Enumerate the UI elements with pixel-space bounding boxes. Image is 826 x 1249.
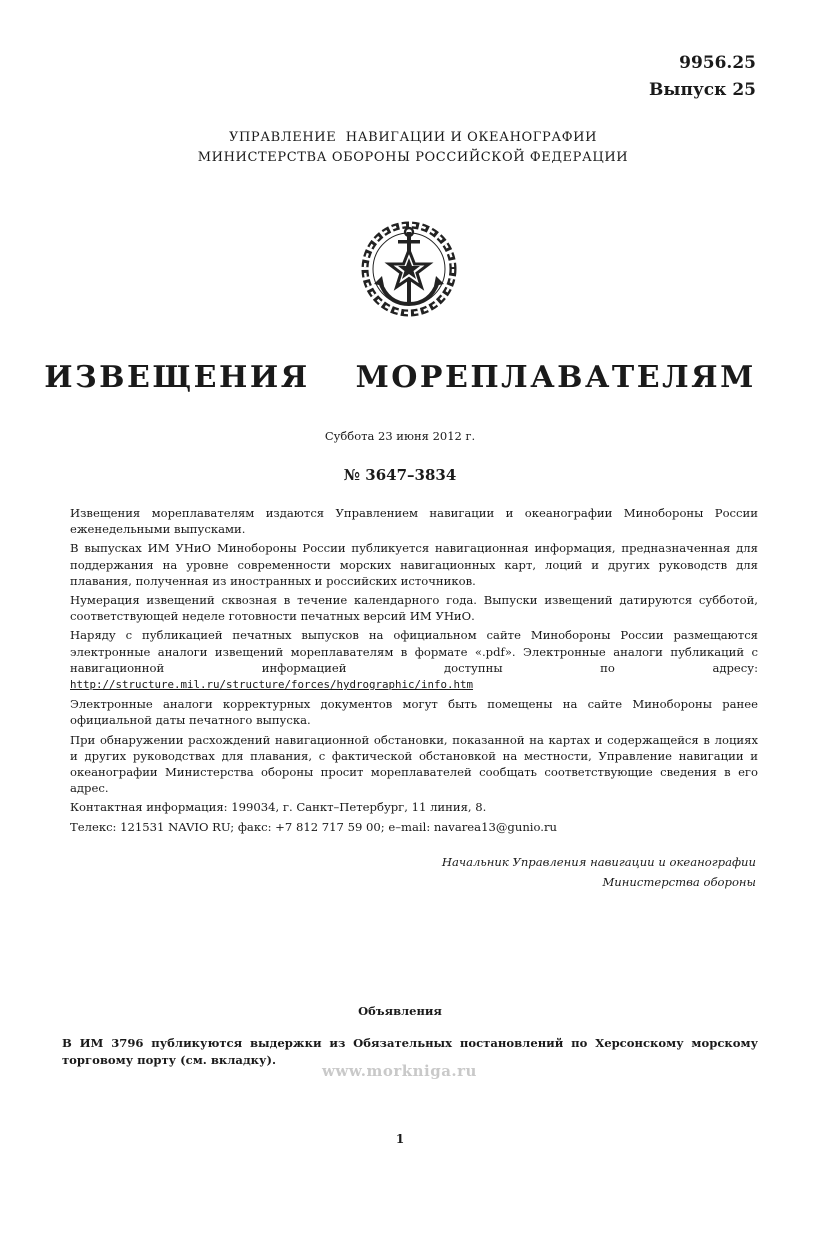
publication-header: [649, 50, 756, 104]
anchor-star-chain-emblem-icon: [358, 218, 460, 320]
signature-block: [442, 852, 756, 892]
signature-line-1: Начальник Управления навигации и океанографии: [441, 855, 756, 869]
page-number: 1: [395, 1132, 405, 1146]
issue-label: Выпуск 25: [649, 80, 756, 100]
notice-numbers: № 3647–3834: [343, 466, 457, 484]
signature-line-2: Министерства обороны: [602, 875, 756, 889]
paragraph-early-publication: Электронные аналоги корректурных документов могут быть помещены на сайте Минобороны ранее официальной даты печатного выпуска.: [70, 697, 758, 728]
intro-text: [70, 505, 758, 838]
ministry-line-1: УПРАВЛЕНИЕ НАВИГАЦИИ И ОКЕАНОГРАФИИ: [228, 130, 598, 145]
hydrographic-info-link[interactable]: http://structure.mil.ru/structure/forces/hydrographic/info.htm: [70, 678, 474, 692]
emblem-graphic: [358, 218, 460, 320]
ministry-line-2: МИНИСТЕРСТВА ОБОРОНЫ РОССИЙСКОЙ ФЕДЕРАЦИИ: [197, 150, 629, 165]
contact-address: Контактная информация: 199034, г. Санкт–Петербург, 11 линия, 8.: [70, 800, 487, 815]
watermark: www.morkniga.ru: [322, 1062, 477, 1080]
ministry-heading: [0, 128, 826, 168]
publication-code: 9956.25: [679, 53, 756, 73]
paragraph-publisher: Извещения мореплавателям издаются Управлением навигации и океанографии Минобороны России еженедельными выпусками.: [70, 506, 758, 537]
issue-date: Суббота 23 июня 2012 г.: [324, 429, 476, 443]
announcements-heading: Объявления: [358, 1004, 442, 1018]
paragraph-content: В выпусках ИМ УНиО Минобороны России публикуется навигационная информация, предназначенная для поддержания на уровне современности морских навигационных карт, лоций и других руководств для плавания, полученная из иностранных и российских источников.: [70, 541, 758, 588]
announcements-text: В ИМ 3796 публикуются выдержки из Обязательных постановлений по Херсонскому морскому торговому порту (см. вкладку).: [62, 1036, 758, 1067]
paragraph-electronic: [70, 627, 758, 693]
paragraph-discrepancies: При обнаружении расхождений навигационной обстановки, показанной на картах и содержащейся в лоциях и других руководствах для плавания, с фактической обстановкой на местности, Управление навигации и океанографии Министерства обороны просит мореплавателей сообщать соответствующие сведения в его адрес.: [70, 732, 758, 796]
page-title: ИЗВЕЩЕНИЯ МОРЕПЛАВАТЕЛЯМ: [44, 360, 756, 395]
paragraph-numbering: Нумерация извещений сквозная в течение календарного года. Выпуски извещений датируются субботой, соответствующей неделе готовности печатных версий ИМ УНиО.: [70, 593, 758, 624]
paragraph-electronic-text: Наряду с публикацией печатных выпусков на официальном сайте Минобороны России размещаются электронные аналоги извещений мореплавателям в формате «.pdf». Электронные аналоги публикаций с навигационной информацией доступны по адресу:: [70, 628, 758, 675]
contact-telex-fax-email: Телекс: 121531 NAVIO RU; факс: +7 812 717 59 00; e–mail: navarea13@gunio.ru: [70, 819, 557, 834]
